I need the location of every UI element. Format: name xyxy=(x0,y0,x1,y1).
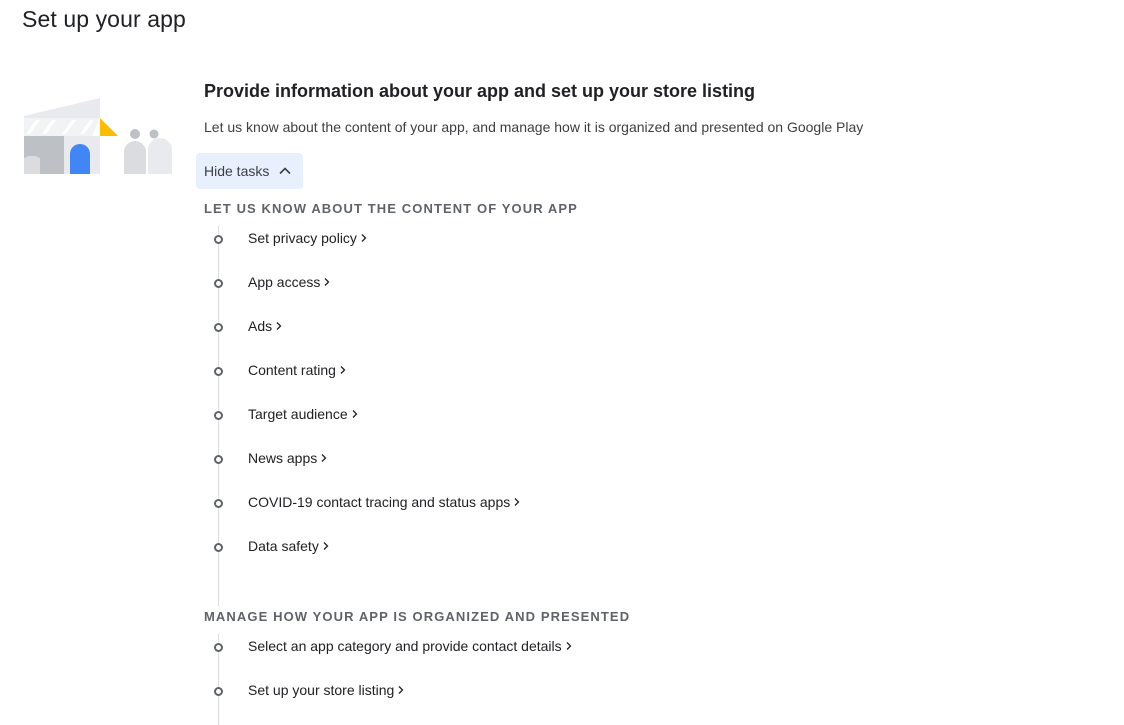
circle-outline-icon xyxy=(214,279,223,288)
circle-outline-icon xyxy=(214,455,223,464)
task-link-target-audience[interactable] xyxy=(248,406,359,422)
circle-outline-icon xyxy=(214,411,223,420)
task-link-news-apps[interactable] xyxy=(248,450,328,466)
group-heading-store-presence: MANAGE HOW YOUR APP IS ORGANIZED AND PRESENTED xyxy=(204,609,631,624)
illustration-graphic xyxy=(22,96,174,178)
circle-outline-icon xyxy=(214,687,223,696)
page-title: Set up your app xyxy=(22,6,186,32)
task-label: Target audience xyxy=(248,406,348,422)
circle-outline-icon xyxy=(214,367,223,376)
chevron-right-icon xyxy=(320,453,328,463)
hide-tasks-button[interactable] xyxy=(196,153,303,189)
task-link-store-listing[interactable] xyxy=(248,682,405,698)
store-building-illustration xyxy=(22,96,174,178)
chevron-right-icon xyxy=(351,409,359,419)
task-label: Set privacy policy xyxy=(248,230,357,246)
task-link-ads[interactable] xyxy=(248,318,283,334)
chevron-right-icon xyxy=(339,365,347,375)
chevron-right-icon xyxy=(565,641,573,651)
hide-tasks-label: Hide tasks xyxy=(204,163,270,179)
task-link-app-access[interactable] xyxy=(248,274,331,290)
task-link-app-category[interactable] xyxy=(248,638,573,654)
chevron-right-icon xyxy=(275,321,283,331)
task-label: Select an app category and provide contact details xyxy=(248,638,562,654)
task-label: COVID-19 contact tracing and status apps xyxy=(248,494,511,510)
chevron-right-icon xyxy=(397,685,405,695)
task-label: Set up your store listing xyxy=(248,682,395,698)
task-label: Ads xyxy=(248,318,273,334)
task-link-privacy-policy[interactable] xyxy=(248,230,368,246)
task-label: Data safety xyxy=(248,538,319,554)
task-link-content-rating[interactable] xyxy=(248,362,347,378)
task-label: Content rating xyxy=(248,362,336,378)
circle-outline-icon xyxy=(214,235,223,244)
circle-outline-icon xyxy=(214,499,223,508)
chevron-right-icon xyxy=(360,233,368,243)
chevron-right-icon xyxy=(513,497,521,507)
chevron-right-icon xyxy=(322,541,330,551)
task-label: App access xyxy=(248,274,321,290)
chevron-right-icon xyxy=(323,277,331,287)
task-link-covid-apps[interactable] xyxy=(248,494,521,510)
group-heading-content: LET US KNOW ABOUT THE CONTENT OF YOUR APP xyxy=(204,201,578,216)
setup-description: Let us know about the content of your app, and manage how it is organized and presented on Google Play xyxy=(204,119,864,135)
task-label: News apps xyxy=(248,450,318,466)
circle-outline-icon xyxy=(214,323,223,332)
circle-outline-icon xyxy=(214,543,223,552)
setup-heading: Provide information about your app and set up your store listing xyxy=(204,81,756,101)
circle-outline-icon xyxy=(214,643,223,652)
chevron-up-icon xyxy=(277,163,293,179)
task-link-data-safety[interactable] xyxy=(248,538,330,554)
